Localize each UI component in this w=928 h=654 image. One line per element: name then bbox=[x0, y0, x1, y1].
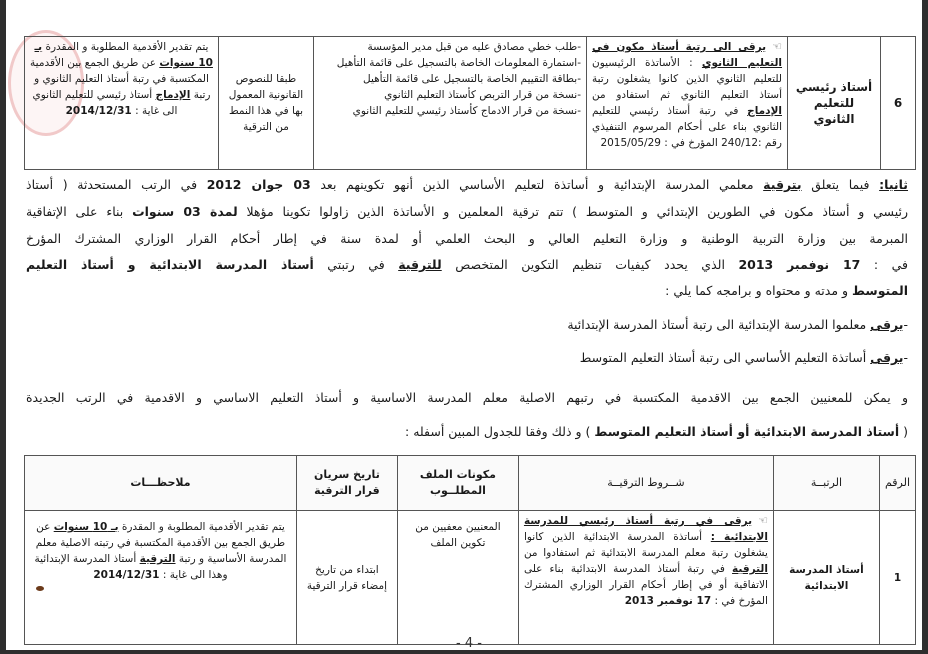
text-segment: و يمكن للمعنيين الجمع بين الاقدمية المكتسبة في رتبهم الاصلية معلم المدرسة الاساسية و أستاذ التعليم الاساسي و الاقدمية في الرتب الجديدة bbox=[26, 390, 908, 405]
header-remarks: ملاحظـــات bbox=[25, 456, 297, 511]
document-item: -بطاقة التقييم الخاصة بالتسجيل على قائمة التأهيل bbox=[363, 73, 581, 85]
text-segment: في : bbox=[860, 257, 908, 272]
promotion-table bbox=[24, 455, 916, 645]
condition-text: : الأساتذة الرئيسيون للتعليم الثانوي الذين كانوا يشغلون رتبة أستاذ التعليم الثانوي ثم استفادو من bbox=[592, 57, 782, 101]
remarks-date: 2014/12/31 bbox=[65, 105, 132, 117]
remarks-text: عن طريق الجمع بين الأقدمية المكتسبة في رتبته الاصلية معلم المدرسة الأساسية و رتبة bbox=[35, 521, 287, 565]
text-segment: معلموا المدرسة الإبتدائية الى رتبة أستاذ المدرسة الإبتدائية bbox=[567, 317, 871, 332]
paragraph-line bbox=[26, 349, 908, 367]
page-number: - 4 - bbox=[456, 636, 482, 651]
remarks-years: بـ 10 سنوات bbox=[34, 41, 213, 69]
document-item: -طلب خطي مصادق عليه من قبل مدير المؤسسة bbox=[367, 41, 581, 53]
text-segment: للترقية bbox=[398, 257, 442, 272]
table-row bbox=[25, 511, 916, 645]
condition-date: 17 نوفمبر 2013 bbox=[624, 595, 712, 607]
text-segment: أستاذ المدرسة الابتدائية و أستاذ التعليم bbox=[26, 257, 314, 272]
row-number: 6 bbox=[881, 37, 916, 170]
remarks-years: بـ 10 سنوات bbox=[53, 521, 119, 533]
remarks-text: أستاذ رئيسي للتعليم الثانوي الى غاية : bbox=[32, 89, 178, 117]
text-segment: رئيسي و أستاذ مكون في الطورين الإبتدائي و المتوسط ) تتم ترقية المعلمين و الأساتذة الذين زاولوا تكوينا مؤهلا bbox=[237, 204, 908, 219]
header-number: الرقم bbox=[879, 456, 915, 511]
text-segment: ( bbox=[899, 424, 908, 439]
text-segment: المبرمة بين وزارة التربية الوطنية و وزارة التعليم العالي و البحث العلمي أو لمدة سنة في إطار أحكام القرار الوزاري المشترك المؤرخ bbox=[26, 231, 908, 246]
text-segment: 03 جوان 2012 bbox=[206, 177, 311, 192]
text-segment: لمدة 03 سنوات bbox=[132, 204, 238, 219]
paragraph-line bbox=[26, 423, 908, 441]
text-segment: في الرتب المستحدثة ( أستاذ bbox=[26, 177, 207, 192]
remarks-text: عن طريق الجمع بين الأقدمية المكتسبة في رتبة أستاذ التعليم الثانوي و رتبة bbox=[30, 57, 211, 101]
remarks-emph: الترقية bbox=[139, 553, 176, 565]
remarks-text: يتم تقدير الأقدمية المطلوبة و المقدرة bbox=[45, 41, 209, 53]
condition-title: يرقى في رتبة أستاذ رئيسي للمدرسة الابتدائية : bbox=[523, 515, 768, 543]
condition-emph: الترقية bbox=[732, 563, 768, 575]
remarks-text: أستاذ المدرسة الإبتدائية وهذا الى غاية : bbox=[34, 553, 228, 581]
effective-date-cell: ابتداء من تاريخ إمضاء قرار الترقية bbox=[296, 511, 397, 645]
effective-date-cell: طبقا للنصوص القانونية المعمول بها في هذا النمط من الترقية bbox=[219, 37, 314, 170]
header-rank: الرتبــة bbox=[773, 456, 879, 511]
rank-cell: أستاذ رئيسي للتعليم الثانوي bbox=[788, 37, 881, 170]
paragraph-line bbox=[26, 176, 908, 194]
text-segment: فيما يتعلق bbox=[801, 177, 880, 192]
paragraph-line bbox=[26, 316, 908, 334]
header-conditions: شــروط الترقيــة bbox=[518, 456, 773, 511]
condition-text: في رتبة أستاذ المدرسة الابتدائية بناء على الاتفاقية أو في إطار أحكام القرار الوزاري المشترك المؤرخ في : bbox=[523, 563, 768, 607]
paragraph-line bbox=[26, 256, 908, 274]
document-page bbox=[6, 0, 922, 650]
text-segment: الذي يحدد كيفيات تنظيم التكوين المتخصص bbox=[441, 257, 739, 272]
rank-cell: أستاذ المدرسة الابتدائية bbox=[773, 511, 879, 645]
document-item: -نسخة من قرار التربص كأستاذ التعليم الثانوي bbox=[384, 89, 581, 101]
paragraph-line bbox=[26, 282, 908, 300]
remarks-cell bbox=[25, 37, 219, 170]
text-segment: بناء على الإتفاقية bbox=[26, 204, 133, 219]
conditions-cell bbox=[518, 511, 773, 645]
pointing-hand-icon: ☜ bbox=[758, 514, 768, 527]
condition-emph: الإدماج bbox=[747, 105, 782, 117]
document-item: -نسخة من قرار الادماج كأستاذ رئيسي للتعليم الثانوي bbox=[352, 105, 581, 117]
document-item: -استمارة المعلومات الخاصة بالتسجيل على قائمة التأهيل bbox=[336, 57, 581, 69]
paragraph-line bbox=[26, 230, 908, 248]
paragraph-line bbox=[26, 389, 908, 407]
text-segment: ) و ذلك وفقا للجدول المبين أسفله : bbox=[405, 424, 595, 439]
condition-text: أساتذة المدرسة الابتدائية الذين كانوا يشغلون رتبة معلم المدرسة الابتدائية ثم استفادوا من bbox=[523, 531, 768, 559]
text-segment: 17 نوفمبر 2013 bbox=[738, 257, 861, 272]
text-segment: معلمي المدرسة الإبتدائية و أساتذة لتعليم الأساسي الذين أنهو تكوينهم بعد bbox=[310, 177, 764, 192]
text-segment: يرقى bbox=[870, 350, 904, 365]
table-header-row bbox=[25, 456, 916, 511]
remarks-date: 2014/12/31 bbox=[93, 569, 160, 581]
condition-title: يرقى الى رتبة أستاذ مكون في التعليم الثانوي bbox=[592, 41, 783, 69]
remarks-text: يتم تقدير الأقدمية المطلوبة و المقدرة bbox=[121, 521, 285, 533]
text-segment: - bbox=[903, 317, 908, 332]
table-row bbox=[25, 37, 916, 170]
text-segment: أستاذ المدرسة الابتدائية أو أستاذ التعليم المتوسط bbox=[594, 424, 900, 439]
text-segment: - bbox=[903, 350, 908, 365]
pointing-hand-icon: ☜ bbox=[772, 40, 782, 53]
promotion-table-continued bbox=[24, 36, 916, 170]
text-segment: يرقى bbox=[870, 317, 904, 332]
documents-cell bbox=[314, 37, 587, 170]
text-segment: في رتبتي bbox=[313, 257, 399, 272]
header-effective-date: تاريخ سريان قرار الترقية bbox=[296, 456, 397, 511]
condition-text: في رتبة أستاذ رئيسي للتعليم الثانوي بناء على أحكام المرسوم التنفيذي رقم :240/12 المؤرخ في : 2015/05/29 bbox=[592, 105, 782, 149]
text-segment: بترقية bbox=[763, 177, 802, 192]
documents-cell: المعنيين معفيين من تكوين الملف bbox=[397, 511, 518, 645]
text-segment: ثانيا: bbox=[879, 177, 909, 192]
remarks-cell bbox=[25, 511, 297, 645]
conditions-cell bbox=[587, 37, 788, 170]
header-documents: مكونات الملف المطلــوب bbox=[397, 456, 518, 511]
paragraph-line bbox=[26, 203, 908, 221]
ink-mark bbox=[36, 586, 44, 591]
row-number: 1 bbox=[879, 511, 915, 645]
text-segment: و مدته و محتواه و برامجه كما يلي : bbox=[665, 283, 853, 298]
text-segment: المتوسط bbox=[852, 283, 908, 298]
remarks-emph: الإدماج bbox=[155, 89, 191, 101]
text-segment: أساتذة التعليم الأساسي الى رتبة أستاذ التعليم المتوسط bbox=[579, 350, 871, 365]
